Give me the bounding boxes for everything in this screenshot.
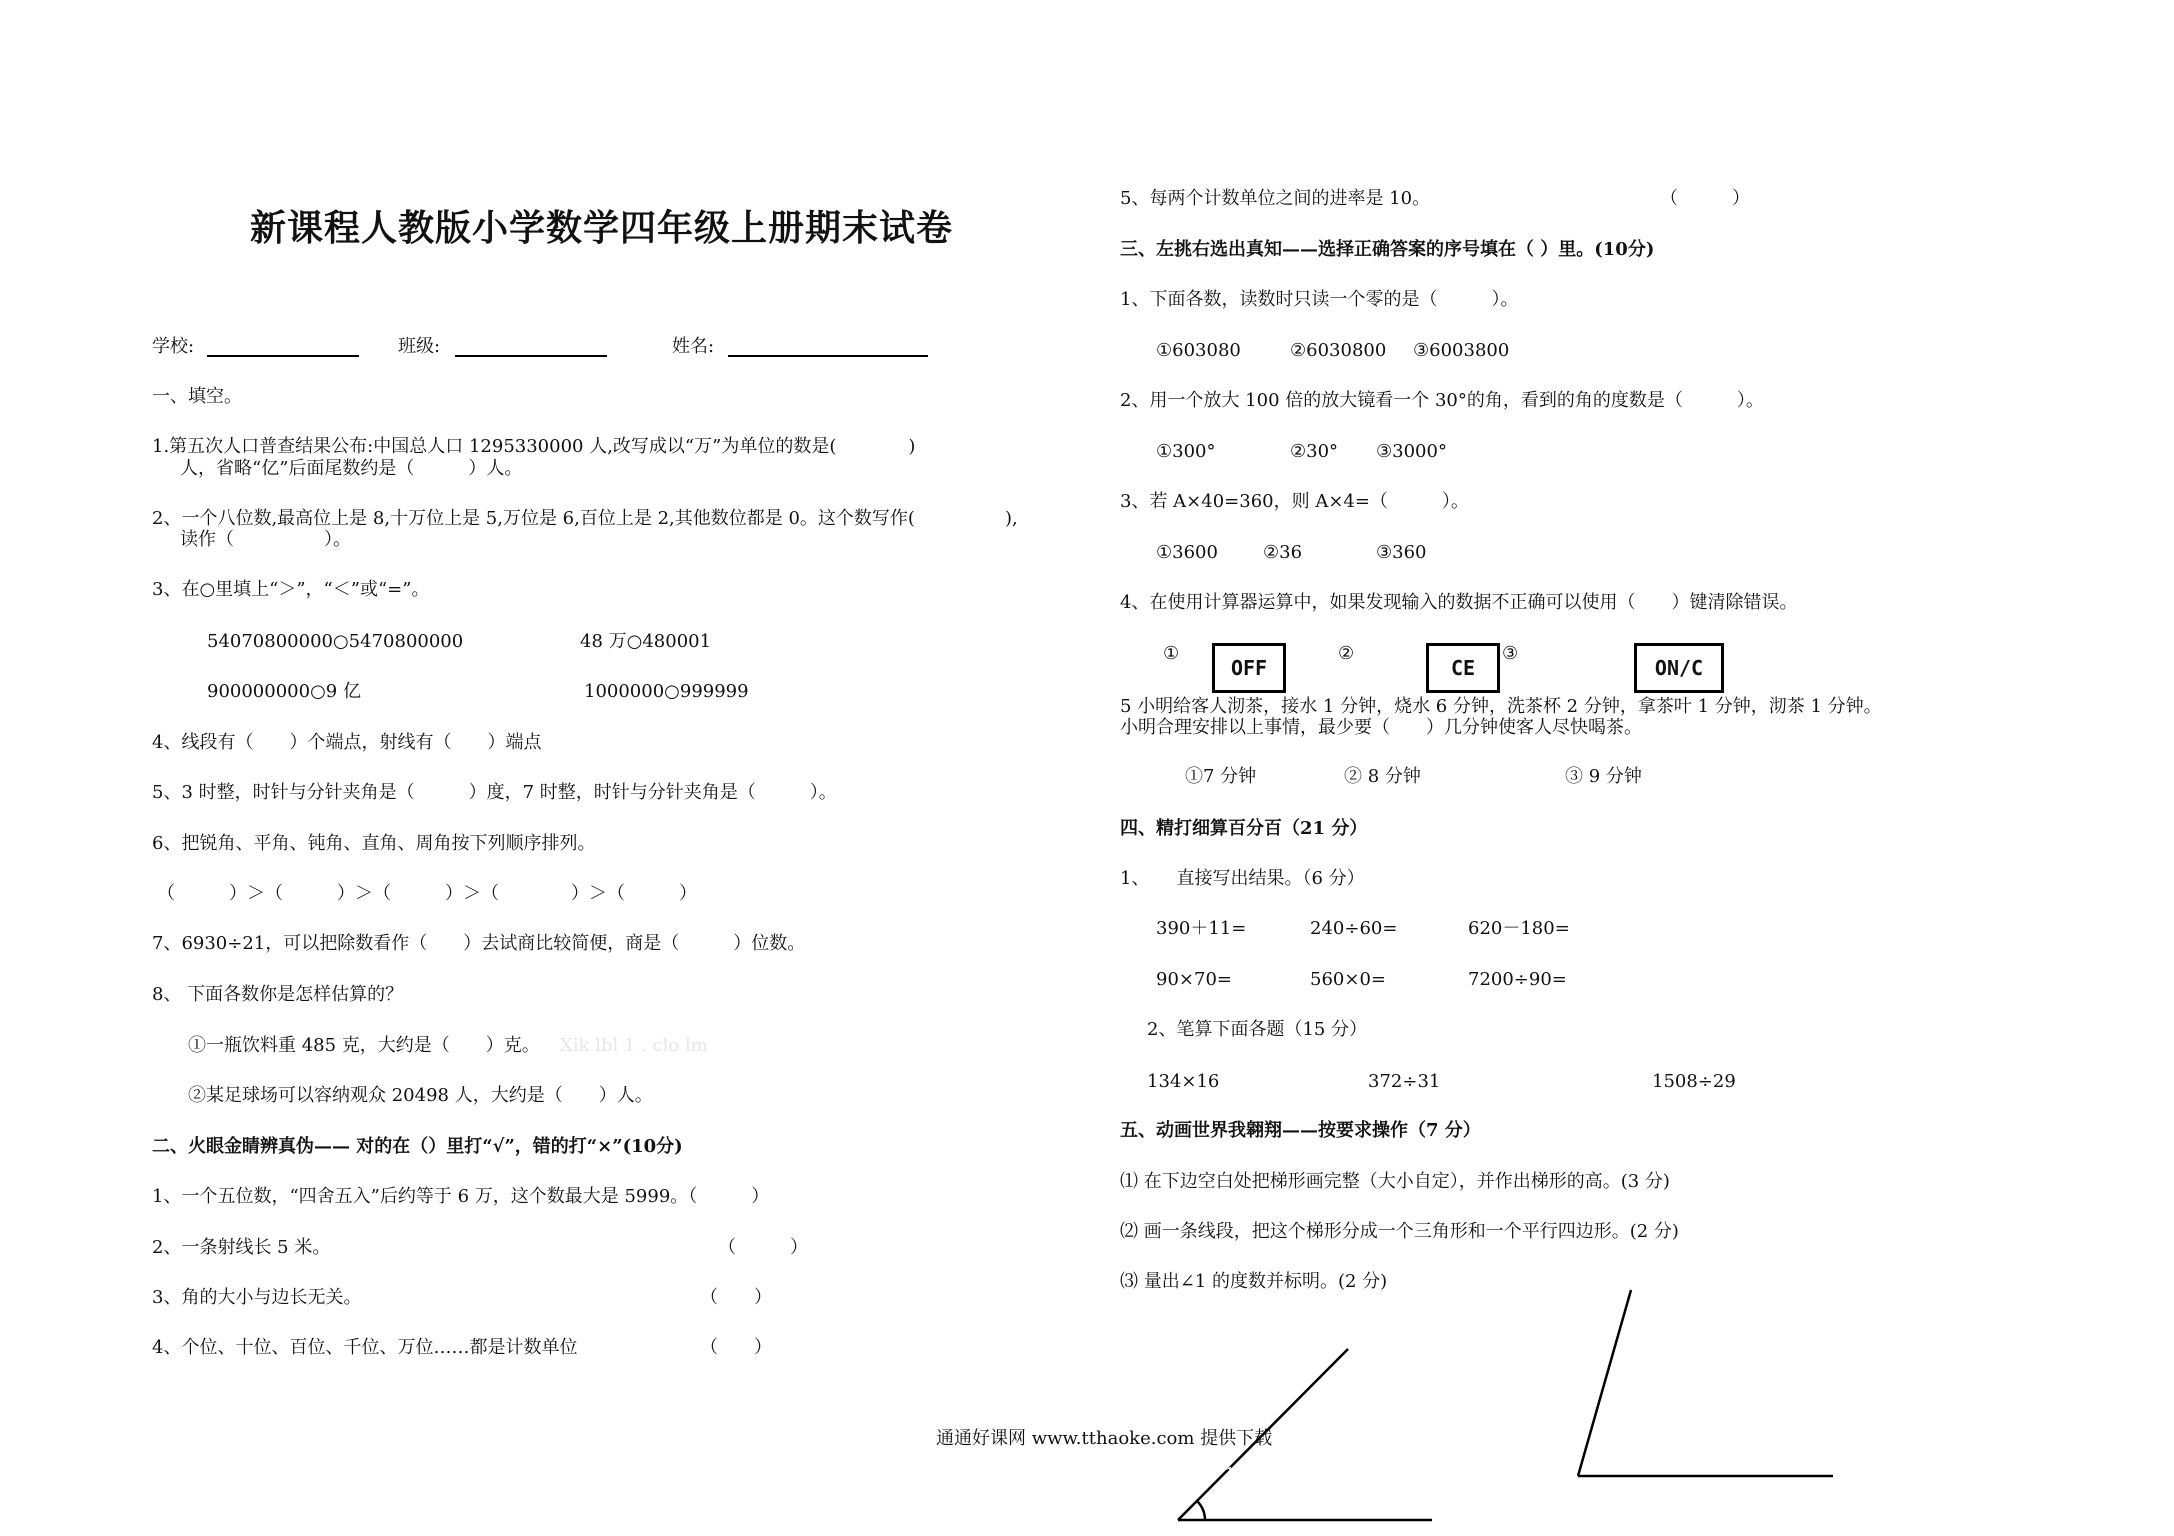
question-3-item-c: 900000000○9 亿 [207,681,361,702]
trapezoid-side [1578,1290,1631,1476]
question-8: 8、 下面各数你是怎样估算的？ [152,984,404,1005]
choice-5-line-1: 5 小明给客人沏茶，接水 1 分钟，烧水 6 分钟，洗茶杯 2 分钟，拿茶叶 1 分钟，沏茶 1 分钟。 [1120,696,1882,717]
angle-label: 1 [1225,1464,1236,1483]
section-1-title: 一、填空。 [152,386,242,407]
choice-3-option-a: ①3600 [1156,542,1218,563]
calc-1-item-e: 560×0= [1310,969,1386,990]
calc-1-item-a: 390＋11= [1156,918,1247,939]
question-2-line-1: 2、一个八位数,最高位上是 8,十万位上是 5,万位是 6,百位上是 2,其他数位都是 0。这个数写作( ), [152,508,1018,529]
calc-2-item-c: 1508÷29 [1652,1071,1736,1092]
trapezoid-partial [1578,1290,1833,1476]
choice-4-number-3: ③ [1502,643,1519,664]
question-8-item-a: ①一瓶饮料重 485 克，大约是（ ）克。 [188,1035,540,1056]
judge-1: 1、一个五位数，“四舍五入”后约等于 6 万，这个数最大是 5999。（ ） [152,1186,770,1207]
choice-3: 3、若 A×40=360，则 A×4=（ ）。 [1120,491,1469,512]
name-label: 姓名: [672,336,715,357]
calc-1-item-f: 7200÷90= [1468,969,1567,990]
calculator-key-off: OFF [1212,643,1286,693]
choice-1-option-a: ①603080 [1156,340,1241,361]
question-1-line-1: 1.第五次人口普查结果公布:中国总人口 1295330000 人,改写成以“万”为单位的数是( ) [152,436,916,457]
choice-5-option-c: ③ 9 分钟 [1565,766,1642,787]
operation-1: ⑴ 在下边空白处把梯形画完整（大小自定），并作出梯形的高。(3 分) [1120,1171,1670,1192]
section-4-title: 四、精打细算百分百（21 分） [1120,818,1368,839]
calc-2-item-a: 134×16 [1147,1071,1220,1092]
page-title: 新课程人教版小学数学四年级上册期末试卷 [250,207,954,249]
calculator-key-onc: ON/C [1634,643,1724,693]
judge-2-paren: （ ） [718,1237,808,1258]
question-6: 6、把锐角、平角、钝角、直角、周角按下列顺序排列。 [152,833,596,854]
question-3-item-a: 54070800000○5470800000 [207,631,464,652]
calc-1-heading: 1、 直接写出结果。（6 分） [1120,868,1365,889]
choice-4: 4、在使用计算器运算中，如果发现输入的数据不正确可以使用（ ）键清除错误。 [1120,592,1798,613]
question-8-item-b: ②某足球场可以容纳观众 20498 人，大约是（ ）人。 [188,1085,653,1106]
calc-2-heading: 2、笔算下面各题（15 分） [1147,1019,1368,1040]
question-7: 7、6930÷21，可以把除数看作（ ）去试商比较简便，商是（ ）位数。 [152,933,806,954]
operation-2: ⑵ 画一条线段，把这个梯形分成一个三角形和一个平行四边形。(2 分) [1120,1221,1679,1242]
judge-4-paren: （ ） [700,1337,772,1358]
judge-4: 4、个位、十位、百位、千位、万位……都是计数单位 [152,1337,578,1358]
choice-1: 1、下面各数，读数时只读一个零的是（ ）。 [1120,289,1519,310]
choice-5-option-b: ② 8 分钟 [1344,766,1421,787]
calc-2-item-b: 372÷31 [1368,1071,1441,1092]
judge-3-paren: （ ） [700,1287,772,1308]
choice-1-option-c: ③6003800 [1413,340,1510,361]
choice-2: 2、用一个放大 100 倍的放大镜看一个 30°的角，看到的角的度数是（ ）。 [1120,390,1764,411]
calculator-key-ce: CE [1426,643,1500,693]
choice-4-number-2: ② [1338,643,1355,664]
section-2-title: 二、火眼金睛辨真伪—— 对的在（）里打“√”，错的打“×”(10分) [152,1136,683,1157]
choice-2-option-b: ②30° [1290,441,1339,462]
watermark-text: Xik lbl 1 . clo lm [560,1035,708,1056]
choice-2-option-a: ①300° [1156,441,1216,462]
choice-4-number-1: ① [1163,643,1180,664]
question-4: 4、线段有（ ）个端点，射线有（ ）端点 [152,732,542,753]
question-3: 3、在○里填上“＞”，“＜”或“=”。 [152,579,430,600]
choice-5-option-a: ①7 分钟 [1185,766,1257,787]
question-6-blanks: （ ）＞（ ）＞（ ）＞（ ）＞（ ） [157,883,697,904]
choice-1-option-b: ②6030800 [1290,340,1387,361]
judge-5-paren: （ ） [1660,188,1750,209]
question-1-line-2: 人，省略“亿”后面尾数约是（ ）人。 [180,458,523,479]
question-2-line-2: 读作（ ）。 [180,529,351,550]
calc-1-item-d: 90×70= [1156,969,1232,990]
judge-5: 5、每两个计数单位之间的进率是 10。 [1120,188,1431,209]
footer-source: 通通好课网 www.tthaoke.com 提供下载 [936,1428,1273,1449]
section-5-title: 五、动画世界我翱翔——按要求操作（7 分） [1120,1120,1481,1141]
question-3-item-b: 48 万○480001 [580,631,712,652]
choice-2-option-c: ③3000° [1376,441,1447,462]
choice-3-option-b: ②36 [1263,542,1303,563]
choice-3-option-c: ③360 [1376,542,1427,563]
operation-3: ⑶ 量出∠1 的度数并标明。(2 分) [1120,1271,1388,1292]
class-label: 班级: [398,336,441,357]
calc-1-item-c: 620－180= [1468,918,1570,939]
angle-arc [1197,1501,1205,1520]
school-label: 学校: [152,336,195,357]
section-3-title: 三、左挑右选出真知——选择正确答案的序号填在（ ）里。(10分) [1120,239,1655,260]
question-5: 5、3 时整，时针与分针夹角是（ ）度，7 时整，时针与分针夹角是（ ）。 [152,782,837,803]
calc-1-item-b: 240÷60= [1310,918,1398,939]
judge-2: 2、一条射线长 5 米。 [152,1237,331,1258]
choice-5-line-2: 小明合理安排以上事情，最少要（ ）几分钟使客人尽快喝茶。 [1120,717,1642,738]
question-3-item-d: 1000000○999999 [584,681,749,702]
judge-3: 3、角的大小与边长无关。 [152,1287,362,1308]
